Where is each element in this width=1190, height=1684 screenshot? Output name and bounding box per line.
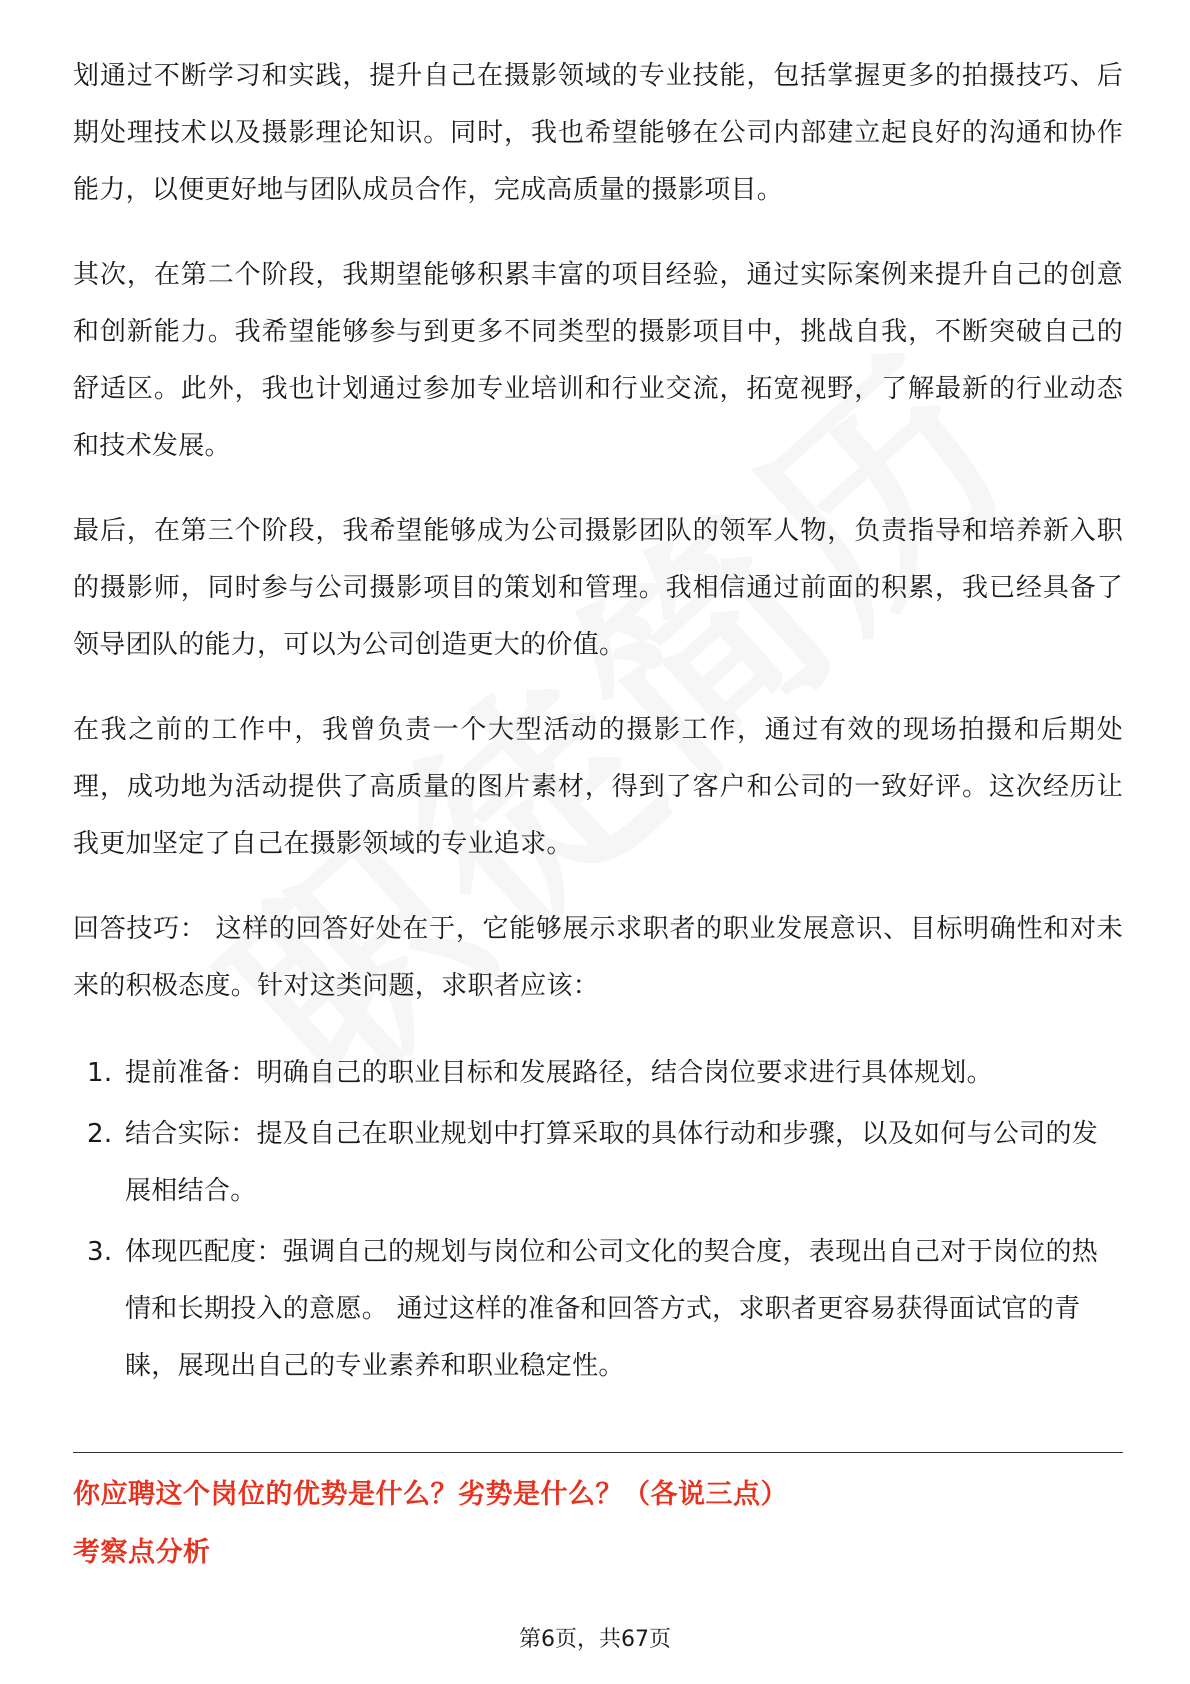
paragraph-plan-stage-three: 最后，在第三个阶段，我希望能够成为公司摄影团队的领军人物，负责指导和培养新入职的摄影师，同时参与公司摄影项目的策划和管理。我相信通过前面的积累，我已经具备了领导团队的能力，可以为公司创造更大的价值。 [73, 516, 1123, 660]
paragraph-plan-stage-one: 划通过不断学习和实践，提升自己在摄影领域的专业技能，包括掌握更多的拍摄技巧、后期处理技术以及摄影理论知识。同时，我也希望能够在公司内部建立起良好的沟通和协作能力，以便更好地与团队成员合作，完成高质量的摄影项目。 [73, 61, 1123, 205]
list-item-text: 体现匹配度：强调自己的规划与岗位和公司文化的契合度，表现出自己对于岗位的热情和长期投入的意愿。 通过这样的准备和回答方式，求职者更容易获得面试官的青睐，展现出自己的专业素养和职业稳定性。 [125, 1237, 1099, 1381]
question-title: 你应聘这个岗位的优势是什么？劣势是什么？（各说三点） [73, 1479, 788, 1510]
list-item-number: 3. [87, 1237, 113, 1267]
tips-list [73, 1045, 1123, 1395]
list-item-number: 2. [87, 1119, 113, 1149]
main-content [73, 48, 1123, 1399]
list-item [73, 1045, 1123, 1102]
page-number: 第6页，共67页 [519, 1627, 671, 1652]
section-divider [73, 1452, 1123, 1453]
list-item [73, 1224, 1123, 1395]
paragraph-answer-tips: 回答技巧： 这样的回答好处在于，它能够展示求职者的职业发展意识、目标明确性和对未来的积极态度。针对这类问题，求职者应该： [73, 914, 1123, 1001]
paragraph-plan-stage-two: 其次，在第二个阶段，我期望能够积累丰富的项目经验，通过实际案例来提升自己的创意和创新能力。我希望能够参与到更多不同类型的摄影项目中，挑战自我，不断突破自己的舒适区。此外，我也计划通过参加专业培训和行业交流，拓宽视野，了解最新的行业动态和技术发展。 [73, 260, 1123, 461]
list-item-text: 提前准备：明确自己的职业目标和发展路径，结合岗位要求进行具体规划。 [125, 1058, 993, 1088]
analysis-subtitle: 考察点分析 [73, 1537, 211, 1568]
paragraph-past-experience: 在我之前的工作中，我曾负责一个大型活动的摄影工作，通过有效的现场拍摄和后期处理，成功地为活动提供了高质量的图片素材，得到了客户和公司的一致好评。这次经历让我更加坚定了自己在摄影领域的专业追求。 [73, 715, 1123, 859]
list-item [73, 1106, 1123, 1220]
list-item-number: 1. [87, 1058, 113, 1088]
list-item-text: 结合实际：提及自己在职业规划中打算采取的具体行动和步骤，以及如何与公司的发展相结合。 [125, 1119, 1099, 1206]
